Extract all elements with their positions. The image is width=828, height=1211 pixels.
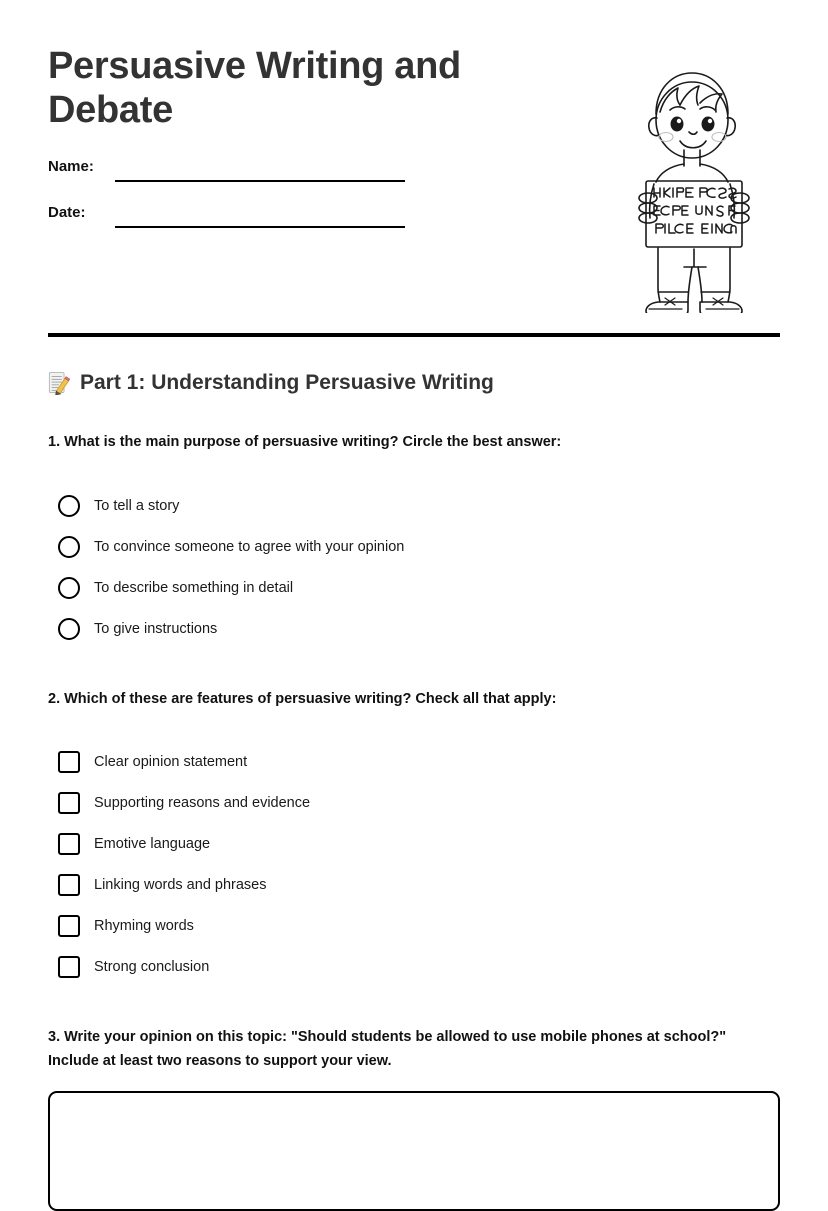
checkbox-square-icon[interactable] (58, 915, 80, 937)
checkbox-option-label: Supporting reasons and evidence (94, 794, 311, 811)
checkbox-square-icon[interactable] (58, 792, 80, 814)
name-label: Name: (48, 158, 94, 175)
part1-heading (48, 370, 788, 396)
checkbox-option-label: Linking words and phrases (94, 876, 267, 893)
radio-circle-icon[interactable] (58, 495, 80, 517)
checkbox-option[interactable] (48, 741, 788, 782)
question-2-options (48, 741, 788, 987)
checkbox-option-label: Strong conclusion (94, 958, 210, 975)
checkbox-option-label: Clear opinion statement (94, 753, 248, 770)
part1-heading-label: Part 1: Understanding Persuasive Writing (80, 371, 494, 394)
memo-icon (48, 371, 70, 395)
date-field-row (48, 202, 468, 228)
name-field-row (48, 156, 468, 182)
radio-option[interactable] (48, 608, 788, 649)
question-3-prompt: 3. Write your opinion on this topic: "Should students be allowed to use mobile phones at school?" Include at least two reasons to support your view. (48, 1029, 727, 1069)
radio-option[interactable] (48, 485, 788, 526)
radio-option[interactable] (48, 526, 788, 567)
header-divider (48, 333, 780, 337)
date-input-line[interactable] (115, 226, 405, 228)
radio-circle-icon[interactable] (58, 577, 80, 599)
worksheet-content (48, 370, 788, 1211)
radio-option-label: To give instructions (94, 620, 218, 637)
radio-option[interactable] (48, 567, 788, 608)
checkbox-option[interactable] (48, 823, 788, 864)
sign-text (654, 188, 736, 233)
checkbox-option[interactable] (48, 782, 788, 823)
checkbox-option-label: Emotive language (94, 835, 211, 852)
checkbox-square-icon[interactable] (58, 833, 80, 855)
checkbox-option[interactable] (48, 946, 788, 987)
page-title: Persuasive Writing and Debate (48, 45, 461, 131)
checkbox-option[interactable] (48, 905, 788, 946)
radio-option-label: To convince someone to agree with your opinion (94, 538, 405, 555)
checkbox-option-label: Rhyming words (94, 917, 194, 934)
radio-circle-icon[interactable] (58, 618, 80, 640)
worksheet-header (48, 44, 780, 314)
checkbox-square-icon[interactable] (58, 751, 80, 773)
date-label: Date: (48, 204, 86, 221)
name-input-line[interactable] (115, 180, 405, 182)
question-2-prompt: 2. Which of these are features of persuasive writing? Check all that apply: (48, 691, 557, 707)
checkbox-square-icon[interactable] (58, 874, 80, 896)
question-1-options (48, 485, 788, 649)
radio-circle-icon[interactable] (58, 536, 80, 558)
question-1-prompt: 1. What is the main purpose of persuasive writing? Circle the best answer: (48, 434, 562, 450)
boy-holding-sign-illustration (588, 58, 768, 313)
radio-option-label: To describe something in detail (94, 579, 294, 596)
radio-option-label: To tell a story (94, 497, 180, 514)
checkbox-square-icon[interactable] (58, 956, 80, 978)
checkbox-option[interactable] (48, 864, 788, 905)
question-3-answer-box[interactable] (48, 1091, 780, 1211)
